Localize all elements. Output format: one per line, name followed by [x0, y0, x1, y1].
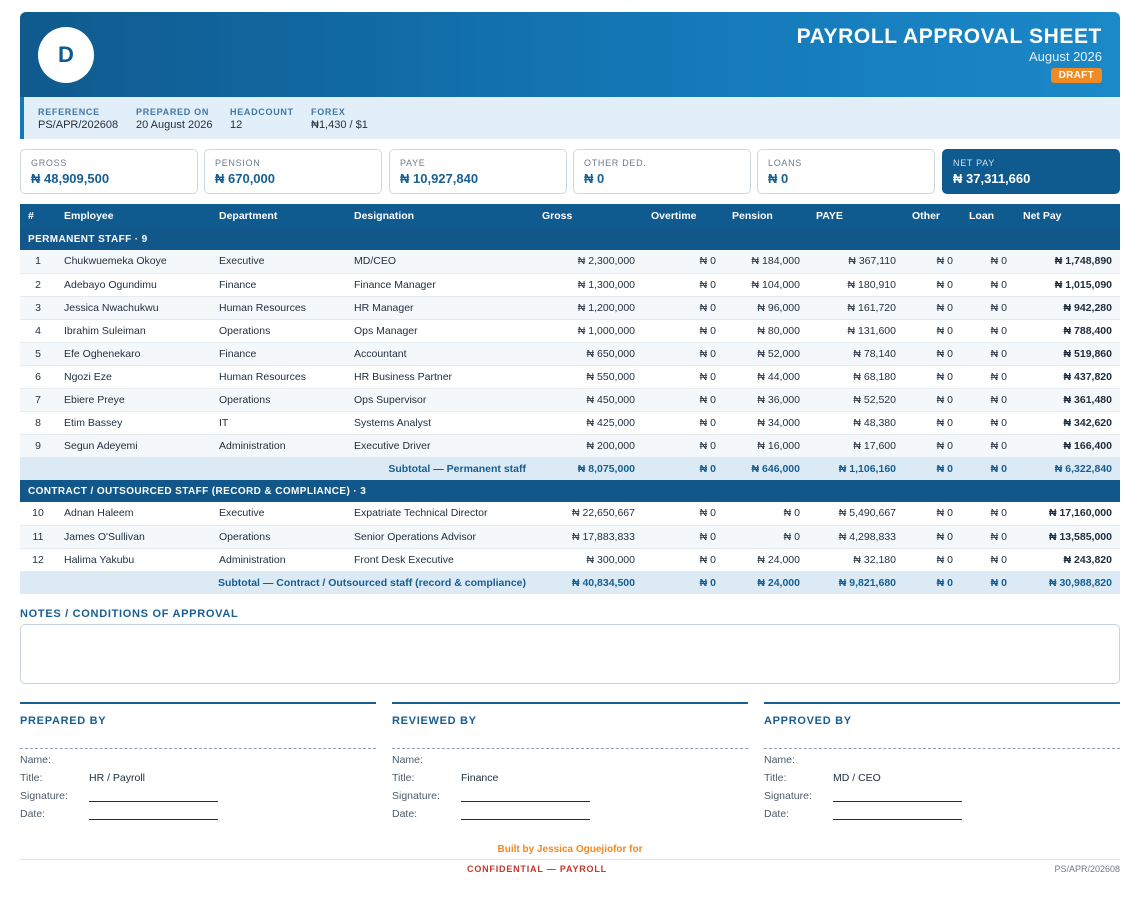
table-cell: ₦ 788,400 — [1015, 319, 1120, 342]
page-title: PAYROLL APPROVAL SHEET — [796, 25, 1102, 48]
table-cell: ₦ 180,910 — [808, 273, 904, 296]
table-cell: Finance — [211, 342, 346, 365]
signature-block-title: REVIEWED BY — [392, 715, 477, 727]
table-cell: ₦ 34,000 — [724, 411, 808, 434]
field-label: Name: — [764, 754, 795, 766]
table-cell: ₦ 22,650,667 — [534, 502, 643, 525]
table-cell: ₦ 942,280 — [1015, 296, 1120, 319]
table-cell: ₦ 0 — [724, 525, 808, 548]
table-cell: Finance — [211, 273, 346, 296]
table-cell: ₦ 0 — [904, 250, 961, 273]
table-cell: ₦ 16,000 — [724, 434, 808, 457]
table-cell: ₦ 104,000 — [724, 273, 808, 296]
table-cell: ₦ 166,400 — [1015, 434, 1120, 457]
table-cell: ₦ 0 — [961, 365, 1015, 388]
table-cell: 11 — [20, 525, 56, 548]
field-value: HR / Payroll — [89, 772, 146, 784]
table-cell: ₦ 184,000 — [724, 250, 808, 273]
table-cell: ₦ 450,000 — [534, 388, 643, 411]
signature-field-date — [764, 808, 1120, 821]
table-cell: 7 — [20, 388, 56, 411]
table-cell: 3 — [20, 296, 56, 319]
table-row — [20, 525, 1120, 548]
table-cell: Systems Analyst — [346, 411, 534, 434]
table-cell: Administration — [211, 434, 346, 457]
summary-value: ₦ 48,909,500 — [31, 171, 110, 186]
field-label: Date: — [20, 808, 46, 820]
table-cell: Etim Bassey — [56, 411, 211, 434]
meta-forex — [311, 107, 368, 131]
meta-label: REFERENCE — [38, 107, 100, 117]
table-row — [20, 342, 1120, 365]
meta-value: PS/APR/202608 — [38, 119, 119, 131]
table-cell: ₦ 0 — [961, 502, 1015, 525]
table-cell: Ops Manager — [346, 319, 534, 342]
table-cell: ₦ 0 — [904, 296, 961, 319]
table-cell: ₦ 17,160,000 — [1015, 502, 1120, 525]
table-cell: ₦ 52,000 — [724, 342, 808, 365]
signature-field-signature — [764, 790, 1120, 803]
table-cell: Executive — [211, 502, 346, 525]
footer-divider — [20, 859, 1120, 860]
summary-card-net-pay — [942, 149, 1120, 194]
signature-field-title — [20, 772, 376, 785]
table-cell: Ops Supervisor — [346, 388, 534, 411]
table-row — [20, 296, 1120, 319]
signature-blank[interactable] — [89, 790, 218, 802]
table-cell: Administration — [211, 548, 346, 571]
table-cell: Adnan Haleem — [56, 502, 211, 525]
signature-field-title — [392, 772, 748, 785]
table-cell: ₦ 0 — [643, 296, 724, 319]
table-cell: 6 — [20, 365, 56, 388]
table-cell: Segun Adeyemi — [56, 434, 211, 457]
signature-field-date — [20, 808, 376, 821]
payroll-period: August 2026 — [1028, 49, 1102, 64]
table-cell: ₦ 0 — [643, 273, 724, 296]
table-cell: Efe Oghenekaro — [56, 342, 211, 365]
table-cell: ₦ 0 — [904, 388, 961, 411]
meta-value: ₦1,430 / $1 — [311, 119, 368, 131]
table-cell: Adebayo Ogundimu — [56, 273, 211, 296]
table-cell: Operations — [211, 319, 346, 342]
table-cell: ₦ 0 — [961, 411, 1015, 434]
summary-label: PENSION — [215, 158, 261, 168]
table-cell: ₦ 437,820 — [1015, 365, 1120, 388]
table-cell: ₦ 0 — [643, 548, 724, 571]
table-cell: ₦ 131,600 — [808, 319, 904, 342]
table-cell: ₦ 0 — [961, 250, 1015, 273]
field-label: Name: — [392, 754, 423, 766]
summary-card-other-deductions — [573, 149, 751, 194]
table-cell: 9 — [20, 434, 56, 457]
summary-label: LOANS — [768, 158, 803, 168]
table-cell: ₦ 161,720 — [808, 296, 904, 319]
table-cell: Ibrahim Suleiman — [56, 319, 211, 342]
summary-card-loans — [757, 149, 935, 194]
table-cell: ₦ 243,820 — [1015, 548, 1120, 571]
section-title: CONTRACT / OUTSOURCED STAFF (RECORD & COMPLIANCE) · 3 — [20, 480, 1120, 502]
signature-name-line — [764, 748, 1120, 749]
table-cell: ₦ 0 — [961, 525, 1015, 548]
table-cell: ₦ 17,883,833 — [534, 525, 643, 548]
payroll-table-body — [20, 228, 1120, 594]
column-header: Net Pay — [1015, 204, 1120, 228]
field-label: Date: — [764, 808, 790, 820]
table-cell: Finance Manager — [346, 273, 534, 296]
table-cell: HR Manager — [346, 296, 534, 319]
table-cell: Halima Yakubu — [56, 548, 211, 571]
subtotal-cell: ₦ 40,834,500 — [534, 571, 643, 594]
summary-value: ₦ 670,000 — [215, 171, 275, 186]
notes-title: NOTES / CONDITIONS OF APPROVAL — [20, 608, 239, 620]
table-cell: ₦ 300,000 — [534, 548, 643, 571]
table-cell: ₦ 0 — [904, 365, 961, 388]
credit-line: Built by Jessica Oguejiofor for — [497, 844, 643, 855]
table-cell: ₦ 2,300,000 — [534, 250, 643, 273]
meta-label: PREPARED ON — [136, 107, 210, 117]
table-cell: ₦ 342,620 — [1015, 411, 1120, 434]
table-row — [20, 548, 1120, 571]
field-value: Finance — [461, 772, 499, 784]
signature-block-title: PREPARED BY — [20, 715, 107, 727]
summary-value: ₦ 37,311,660 — [953, 171, 1031, 186]
meta-headcount — [230, 107, 294, 131]
table-cell: ₦ 425,000 — [534, 411, 643, 434]
notes-field[interactable] — [20, 624, 1120, 684]
table-row — [20, 250, 1120, 273]
signature-block-approved — [764, 702, 1120, 821]
table-cell: ₦ 0 — [961, 342, 1015, 365]
meta-prepared-on — [136, 107, 212, 131]
column-header: Pension — [724, 204, 808, 228]
subtotal-label: Subtotal — Permanent staff — [20, 457, 534, 480]
signature-block-title: APPROVED BY — [764, 715, 852, 727]
summary-label: GROSS — [31, 158, 68, 168]
table-cell: ₦ 0 — [961, 319, 1015, 342]
table-row — [20, 273, 1120, 296]
field-value: MD / CEO — [833, 772, 881, 784]
table-cell: ₦ 32,180 — [808, 548, 904, 571]
table-cell: ₦ 0 — [904, 502, 961, 525]
table-cell: ₦ 96,000 — [724, 296, 808, 319]
company-logo: D — [38, 27, 94, 83]
summary-value: ₦ 0 — [584, 171, 605, 186]
signature-blank[interactable] — [833, 790, 962, 802]
table-cell: 10 — [20, 502, 56, 525]
table-cell: ₦ 0 — [904, 342, 961, 365]
table-cell: ₦ 0 — [643, 342, 724, 365]
table-cell: 4 — [20, 319, 56, 342]
meta-value: 20 August 2026 — [136, 119, 213, 131]
table-cell: 2 — [20, 273, 56, 296]
table-cell: ₦ 0 — [961, 548, 1015, 571]
table-cell: ₦ 0 — [961, 296, 1015, 319]
subtotal-row — [20, 457, 1120, 480]
signature-field-signature — [392, 790, 748, 803]
date-blank[interactable] — [461, 808, 590, 820]
table-cell: ₦ 0 — [904, 273, 961, 296]
table-cell: ₦ 0 — [643, 434, 724, 457]
table-cell: ₦ 0 — [643, 411, 724, 434]
table-cell: ₦ 24,000 — [724, 548, 808, 571]
table-cell: ₦ 13,585,000 — [1015, 525, 1120, 548]
subtotal-cell: ₦ 0 — [904, 457, 961, 480]
table-header-row — [20, 204, 1120, 228]
table-cell: ₦ 367,110 — [808, 250, 904, 273]
table-cell: ₦ 52,520 — [808, 388, 904, 411]
status-badge: DRAFT — [1051, 68, 1102, 83]
table-cell: Ngozi Eze — [56, 365, 211, 388]
field-label: Title: — [20, 772, 43, 784]
subtotal-cell: ₦ 9,821,680 — [808, 571, 904, 594]
date-blank[interactable] — [89, 808, 218, 820]
table-cell: ₦ 519,860 — [1015, 342, 1120, 365]
column-header: PAYE — [808, 204, 904, 228]
table-cell: Chukwuemeka Okoye — [56, 250, 211, 273]
table-cell: ₦ 78,140 — [808, 342, 904, 365]
column-header: # — [20, 204, 56, 228]
signature-field-signature — [20, 790, 376, 803]
signature-blank[interactable] — [461, 790, 590, 802]
table-cell: Executive — [211, 250, 346, 273]
table-cell: ₦ 80,000 — [724, 319, 808, 342]
table-cell: ₦ 17,600 — [808, 434, 904, 457]
payroll-table — [20, 204, 1120, 594]
meta-reference — [38, 107, 118, 131]
table-cell: James O'Sullivan — [56, 525, 211, 548]
table-row — [20, 434, 1120, 457]
table-cell: ₦ 0 — [904, 411, 961, 434]
date-blank[interactable] — [833, 808, 962, 820]
table-cell: ₦ 200,000 — [534, 434, 643, 457]
subtotal-cell: ₦ 30,988,820 — [1015, 571, 1120, 594]
table-cell: MD/CEO — [346, 250, 534, 273]
field-label: Title: — [392, 772, 415, 784]
signature-field-name — [392, 754, 748, 767]
table-cell: ₦ 0 — [643, 319, 724, 342]
column-header: Other — [904, 204, 961, 228]
subtotal-cell: ₦ 6,322,840 — [1015, 457, 1120, 480]
column-header: Overtime — [643, 204, 724, 228]
column-header: Employee — [56, 204, 211, 228]
section-header-row — [20, 228, 1120, 250]
summary-value: ₦ 10,927,840 — [400, 171, 479, 186]
table-cell: Human Resources — [211, 296, 346, 319]
signature-name-line — [20, 748, 376, 749]
meta-bar — [20, 97, 1120, 139]
signature-field-title — [764, 772, 1120, 785]
field-label: Name: — [20, 754, 51, 766]
table-cell: ₦ 0 — [961, 273, 1015, 296]
field-label: Signature: — [392, 790, 440, 802]
subtotal-label: Subtotal — Contract / Outsourced staff (record & compliance) — [20, 571, 534, 594]
table-cell: ₦ 36,000 — [724, 388, 808, 411]
table-row — [20, 319, 1120, 342]
footer-reference: PS/APR/202608 — [1054, 864, 1120, 874]
table-cell: ₦ 0 — [643, 502, 724, 525]
subtotal-cell: ₦ 0 — [643, 457, 724, 480]
table-row — [20, 502, 1120, 525]
table-cell: ₦ 0 — [724, 502, 808, 525]
subtotal-cell: ₦ 0 — [961, 571, 1015, 594]
table-cell: Senior Operations Advisor — [346, 525, 534, 548]
meta-value: 12 — [230, 119, 243, 131]
table-cell: Operations — [211, 525, 346, 548]
signature-block-reviewed — [392, 702, 748, 821]
field-label: Signature: — [764, 790, 812, 802]
table-cell: ₦ 1,200,000 — [534, 296, 643, 319]
summary-card-paye — [389, 149, 567, 194]
field-label: Date: — [392, 808, 418, 820]
column-header: Gross — [534, 204, 643, 228]
summary-label: NET PAY — [953, 158, 995, 168]
table-cell: IT — [211, 411, 346, 434]
table-cell: ₦ 0 — [643, 525, 724, 548]
table-cell: ₦ 0 — [643, 250, 724, 273]
table-cell: 12 — [20, 548, 56, 571]
summary-value: ₦ 0 — [768, 171, 789, 186]
table-cell: ₦ 0 — [961, 434, 1015, 457]
table-row — [20, 365, 1120, 388]
subtotal-cell: ₦ 8,075,000 — [534, 457, 643, 480]
subtotal-cell: ₦ 0 — [904, 571, 961, 594]
signature-field-date — [392, 808, 748, 821]
subtotal-cell: ₦ 646,000 — [724, 457, 808, 480]
subtotal-cell: ₦ 0 — [643, 571, 724, 594]
table-cell: ₦ 1,000,000 — [534, 319, 643, 342]
field-label: Title: — [764, 772, 787, 784]
confidential-label: CONFIDENTIAL — PAYROLL — [467, 864, 607, 874]
column-header: Loan — [961, 204, 1015, 228]
subtotal-row — [20, 571, 1120, 594]
section-header-row — [20, 480, 1120, 502]
table-cell: ₦ 5,490,667 — [808, 502, 904, 525]
table-cell: ₦ 1,300,000 — [534, 273, 643, 296]
table-cell: ₦ 0 — [643, 365, 724, 388]
table-cell: ₦ 0 — [904, 525, 961, 548]
table-cell: ₦ 48,380 — [808, 411, 904, 434]
subtotal-cell: ₦ 1,106,160 — [808, 457, 904, 480]
signature-field-name — [20, 754, 376, 767]
table-cell: Executive Driver — [346, 434, 534, 457]
table-cell: 5 — [20, 342, 56, 365]
summary-label: OTHER DED. — [584, 158, 647, 168]
table-cell: ₦ 0 — [904, 548, 961, 571]
summary-card-gross — [20, 149, 198, 194]
table-row — [20, 411, 1120, 434]
table-cell: 1 — [20, 250, 56, 273]
table-cell: ₦ 550,000 — [534, 365, 643, 388]
table-cell: ₦ 0 — [643, 388, 724, 411]
table-cell: 8 — [20, 411, 56, 434]
table-cell: Ebiere Preye — [56, 388, 211, 411]
table-cell: ₦ 650,000 — [534, 342, 643, 365]
table-cell: Accountant — [346, 342, 534, 365]
table-cell: Jessica Nwachukwu — [56, 296, 211, 319]
subtotal-cell: ₦ 24,000 — [724, 571, 808, 594]
sheet-header — [20, 12, 1120, 97]
signature-name-line — [392, 748, 748, 749]
table-cell: ₦ 361,480 — [1015, 388, 1120, 411]
table-row — [20, 388, 1120, 411]
table-cell: HR Business Partner — [346, 365, 534, 388]
meta-label: HEADCOUNT — [230, 107, 294, 117]
section-title: PERMANENT STAFF · 9 — [20, 228, 1120, 250]
table-cell: ₦ 68,180 — [808, 365, 904, 388]
table-cell: ₦ 0 — [904, 434, 961, 457]
table-cell: ₦ 0 — [904, 319, 961, 342]
meta-label: FOREX — [311, 107, 346, 117]
table-cell: Operations — [211, 388, 346, 411]
table-cell: Expatriate Technical Director — [346, 502, 534, 525]
summary-card-pension — [204, 149, 382, 194]
table-cell: ₦ 44,000 — [724, 365, 808, 388]
column-header: Department — [211, 204, 346, 228]
column-header: Designation — [346, 204, 534, 228]
table-cell: ₦ 1,015,090 — [1015, 273, 1120, 296]
subtotal-cell: ₦ 0 — [961, 457, 1015, 480]
field-label: Signature: — [20, 790, 68, 802]
signature-block-prepared — [20, 702, 376, 821]
table-cell: ₦ 0 — [961, 388, 1015, 411]
table-cell: Front Desk Executive — [346, 548, 534, 571]
summary-label: PAYE — [400, 158, 426, 168]
table-cell: ₦ 4,298,833 — [808, 525, 904, 548]
table-cell: Human Resources — [211, 365, 346, 388]
table-cell: ₦ 1,748,890 — [1015, 250, 1120, 273]
signature-field-name — [764, 754, 1120, 767]
